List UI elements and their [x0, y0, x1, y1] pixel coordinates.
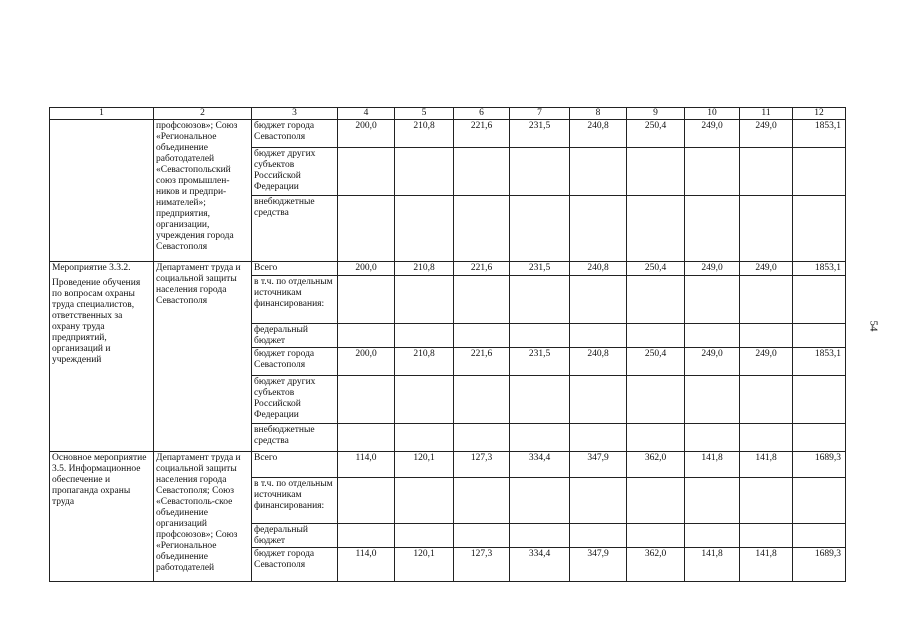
- header-cell: 10: [685, 108, 740, 120]
- header-cell: 12: [793, 108, 846, 120]
- total-cell: 1853,1: [793, 120, 846, 148]
- source-cell: Всего: [252, 452, 338, 478]
- value-cell: 221,6: [454, 262, 510, 276]
- source-cell: внебюджетные средства: [252, 196, 338, 262]
- header-cell: 2: [154, 108, 252, 120]
- value-cell: 127,3: [454, 548, 510, 582]
- total-cell: 1853,1: [793, 262, 846, 276]
- source-cell: бюджет других субъектов Российской Федерации: [252, 148, 338, 196]
- table-row: [50, 262, 846, 276]
- value-cell: 200,0: [338, 262, 395, 276]
- value-cell: 127,3: [454, 452, 510, 478]
- value-cell: 120,1: [395, 452, 454, 478]
- header-cell: 5: [395, 108, 454, 120]
- source-cell: федеральный бюджет: [252, 524, 338, 548]
- value-cell: 249,0: [685, 262, 740, 276]
- source-cell: в т.ч. по отдельным источникам финансирования:: [252, 276, 338, 324]
- table-row: [50, 120, 846, 148]
- header-cell: 9: [627, 108, 685, 120]
- value-cell: 141,8: [740, 452, 793, 478]
- activity-cell: [50, 120, 154, 262]
- source-cell: бюджет города Севастополя: [252, 548, 338, 582]
- activity-title: Мероприятие 3.3.2.: [52, 263, 131, 273]
- header-cell: 3: [252, 108, 338, 120]
- value-cell: 249,0: [740, 348, 793, 376]
- header-cell: 1: [50, 108, 154, 120]
- value-cell: 141,8: [740, 548, 793, 582]
- value-cell: 141,8: [685, 452, 740, 478]
- value-cell: 200,0: [338, 120, 395, 148]
- source-cell: бюджет города Севастополя: [252, 120, 338, 148]
- header-row: [50, 108, 846, 120]
- source-cell: внебюджетные средства: [252, 424, 338, 452]
- source-cell: бюджет города Севастополя: [252, 348, 338, 376]
- value-cell: 347,9: [570, 548, 627, 582]
- activity-cell: [50, 262, 154, 452]
- source-cell: Всего: [252, 262, 338, 276]
- value-cell: 120,1: [395, 548, 454, 582]
- header-cell: 6: [454, 108, 510, 120]
- activity-description: Проведение обучения по вопросам охраны труда специалистов, ответственных за охрану труда предприятий, организаций и учреждений: [52, 278, 141, 365]
- value-cell: 231,5: [510, 348, 570, 376]
- value-cell: 249,0: [740, 120, 793, 148]
- value-cell: 210,8: [395, 120, 454, 148]
- total-cell: 1689,3: [793, 548, 846, 582]
- value-cell: 200,0: [338, 348, 395, 376]
- value-cell: 210,8: [395, 348, 454, 376]
- value-cell: 240,8: [570, 348, 627, 376]
- page-number: 54: [867, 320, 880, 332]
- value-cell: 221,6: [454, 120, 510, 148]
- value-cell: 347,9: [570, 452, 627, 478]
- table-row: [50, 452, 846, 478]
- header-cell: 4: [338, 108, 395, 120]
- value-cell: 334,4: [510, 452, 570, 478]
- value-cell: 114,0: [338, 548, 395, 582]
- header-cell: 11: [740, 108, 793, 120]
- value-cell: 250,4: [627, 262, 685, 276]
- value-cell: 240,8: [570, 262, 627, 276]
- total-cell: 1853,1: [793, 348, 846, 376]
- activity-cell: Основное мероприятие 3.5. Информационное обеспечение и пропаганда охраны труда: [50, 452, 154, 582]
- value-cell: 249,0: [685, 348, 740, 376]
- value-cell: 250,4: [627, 348, 685, 376]
- source-cell: бюджет других субъектов Российской Федерации: [252, 376, 338, 424]
- header-cell: 8: [570, 108, 627, 120]
- value-cell: 231,5: [510, 120, 570, 148]
- total-cell: 1689,3: [793, 452, 846, 478]
- value-cell: 210,8: [395, 262, 454, 276]
- value-cell: 240,8: [570, 120, 627, 148]
- value-cell: 141,8: [685, 548, 740, 582]
- value-cell: 249,0: [740, 262, 793, 276]
- value-cell: 250,4: [627, 120, 685, 148]
- value-cell: 231,5: [510, 262, 570, 276]
- source-cell: в т.ч. по отдельным источникам финансирования:: [252, 478, 338, 524]
- value-cell: 362,0: [627, 452, 685, 478]
- value-cell: 362,0: [627, 548, 685, 582]
- source-cell: федеральный бюджет: [252, 324, 338, 348]
- value-cell: 249,0: [685, 120, 740, 148]
- value-cell: 114,0: [338, 452, 395, 478]
- executor-cell: профсоюзов»; Союз «Региональное объединение работодателей «Севастопольский союз промышлен-ников и предпри-нимателей»; предприятия, организации, учреждения города Севастополя: [154, 120, 252, 262]
- value-cell: 221,6: [454, 348, 510, 376]
- budget-table: [49, 107, 846, 582]
- executor-cell: Департамент труда и социальной защиты населения города Севастополя: [154, 262, 252, 452]
- header-cell: 7: [510, 108, 570, 120]
- value-cell: 334,4: [510, 548, 570, 582]
- executor-cell: Департамент труда и социальной защиты населения города Севастополя; Союз «Севастополь-ское объединение организаций профсоюзов»; Союз «Региональное объединение работодателей: [154, 452, 252, 582]
